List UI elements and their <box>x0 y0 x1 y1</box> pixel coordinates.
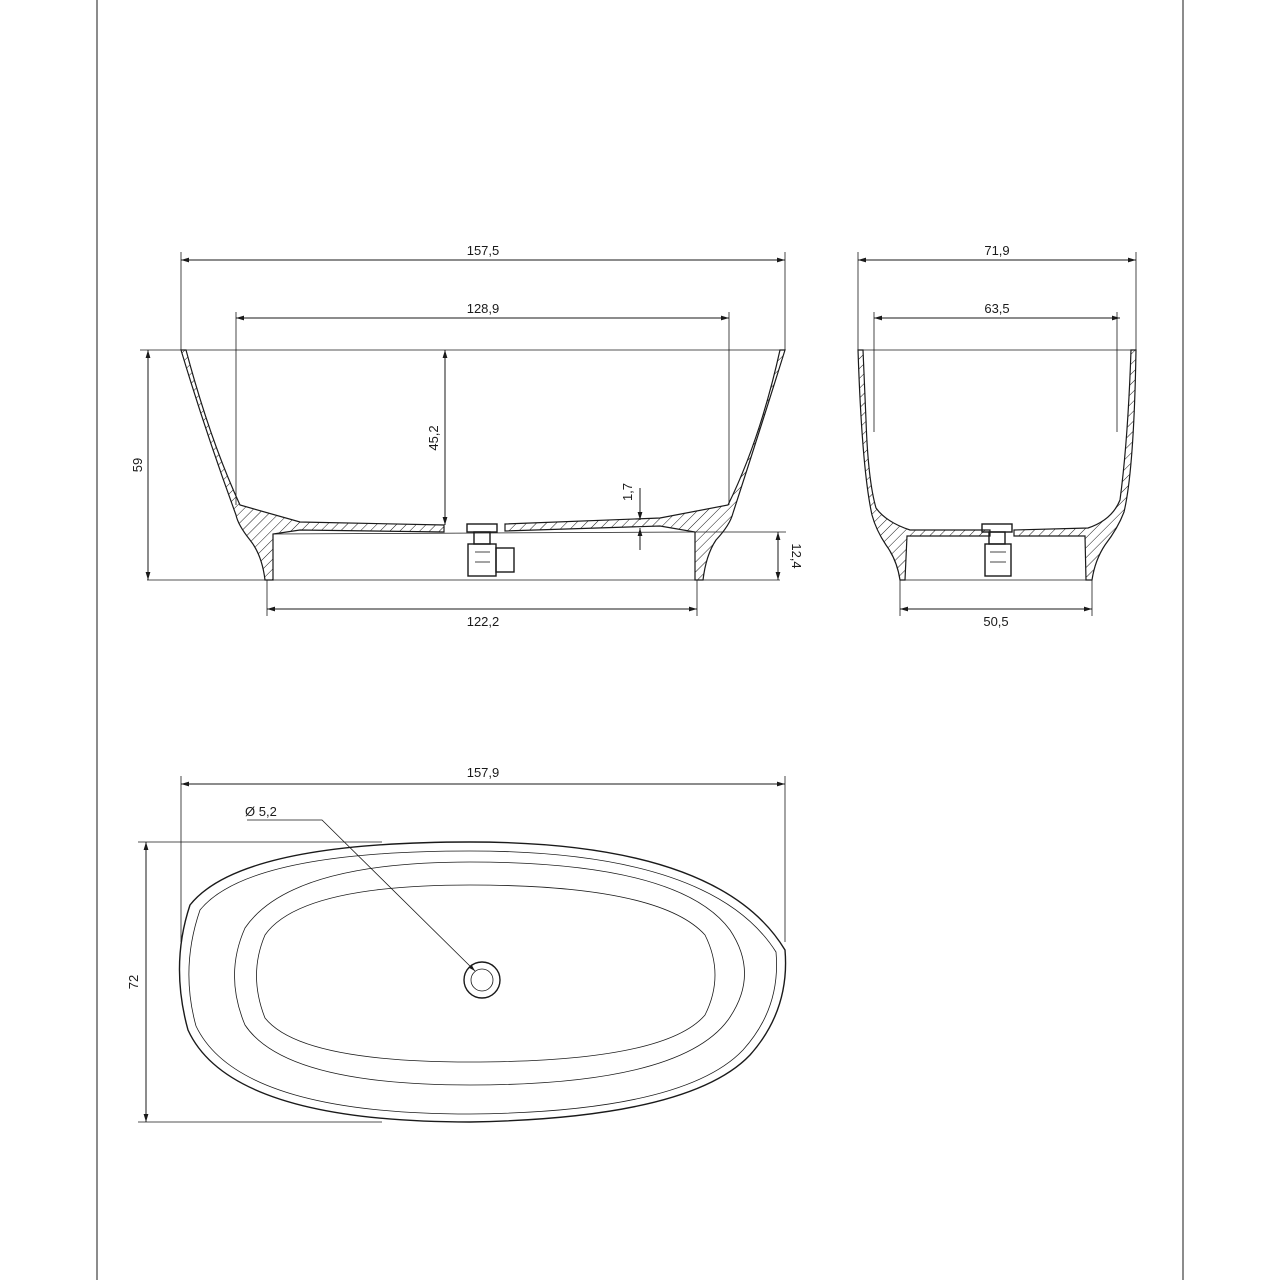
end-inner-width-label: 63,5 <box>984 301 1010 316</box>
top-overall-length-label: 157,9 <box>466 765 500 780</box>
top-view <box>126 765 786 1122</box>
drain-outer <box>464 962 500 998</box>
drain-diameter-label: Ø 5,2 <box>245 804 277 819</box>
side-drain-fitting <box>467 524 514 576</box>
side-overall-length-label: 157,5 <box>466 243 500 258</box>
side-inner-depth-label: 45,2 <box>426 425 441 451</box>
side-height-label: 59 <box>130 457 145 473</box>
top-overall-width-label: 72 <box>126 974 141 990</box>
drain-inner <box>471 969 493 991</box>
side-view <box>130 243 804 629</box>
side-base-length-label: 122,2 <box>466 614 500 629</box>
end-base-width-label: 50,5 <box>983 614 1009 629</box>
side-base-height-label: 12,4 <box>789 543 804 569</box>
end-view <box>858 243 1136 629</box>
side-right-wall <box>505 350 785 580</box>
end-drain-fitting <box>982 524 1012 576</box>
side-inner-length-label: 128,9 <box>466 301 500 316</box>
top-basin-floor <box>257 885 716 1062</box>
side-floor-thickness-label: 1,7 <box>620 482 635 502</box>
end-right-wall <box>1014 350 1136 580</box>
end-left-wall <box>858 350 990 580</box>
side-left-wall <box>181 350 444 580</box>
top-inner-rim <box>189 851 777 1114</box>
top-outer-rim <box>179 842 785 1122</box>
end-overall-width-label: 71,9 <box>984 243 1010 258</box>
top-basin-edge <box>235 862 745 1085</box>
